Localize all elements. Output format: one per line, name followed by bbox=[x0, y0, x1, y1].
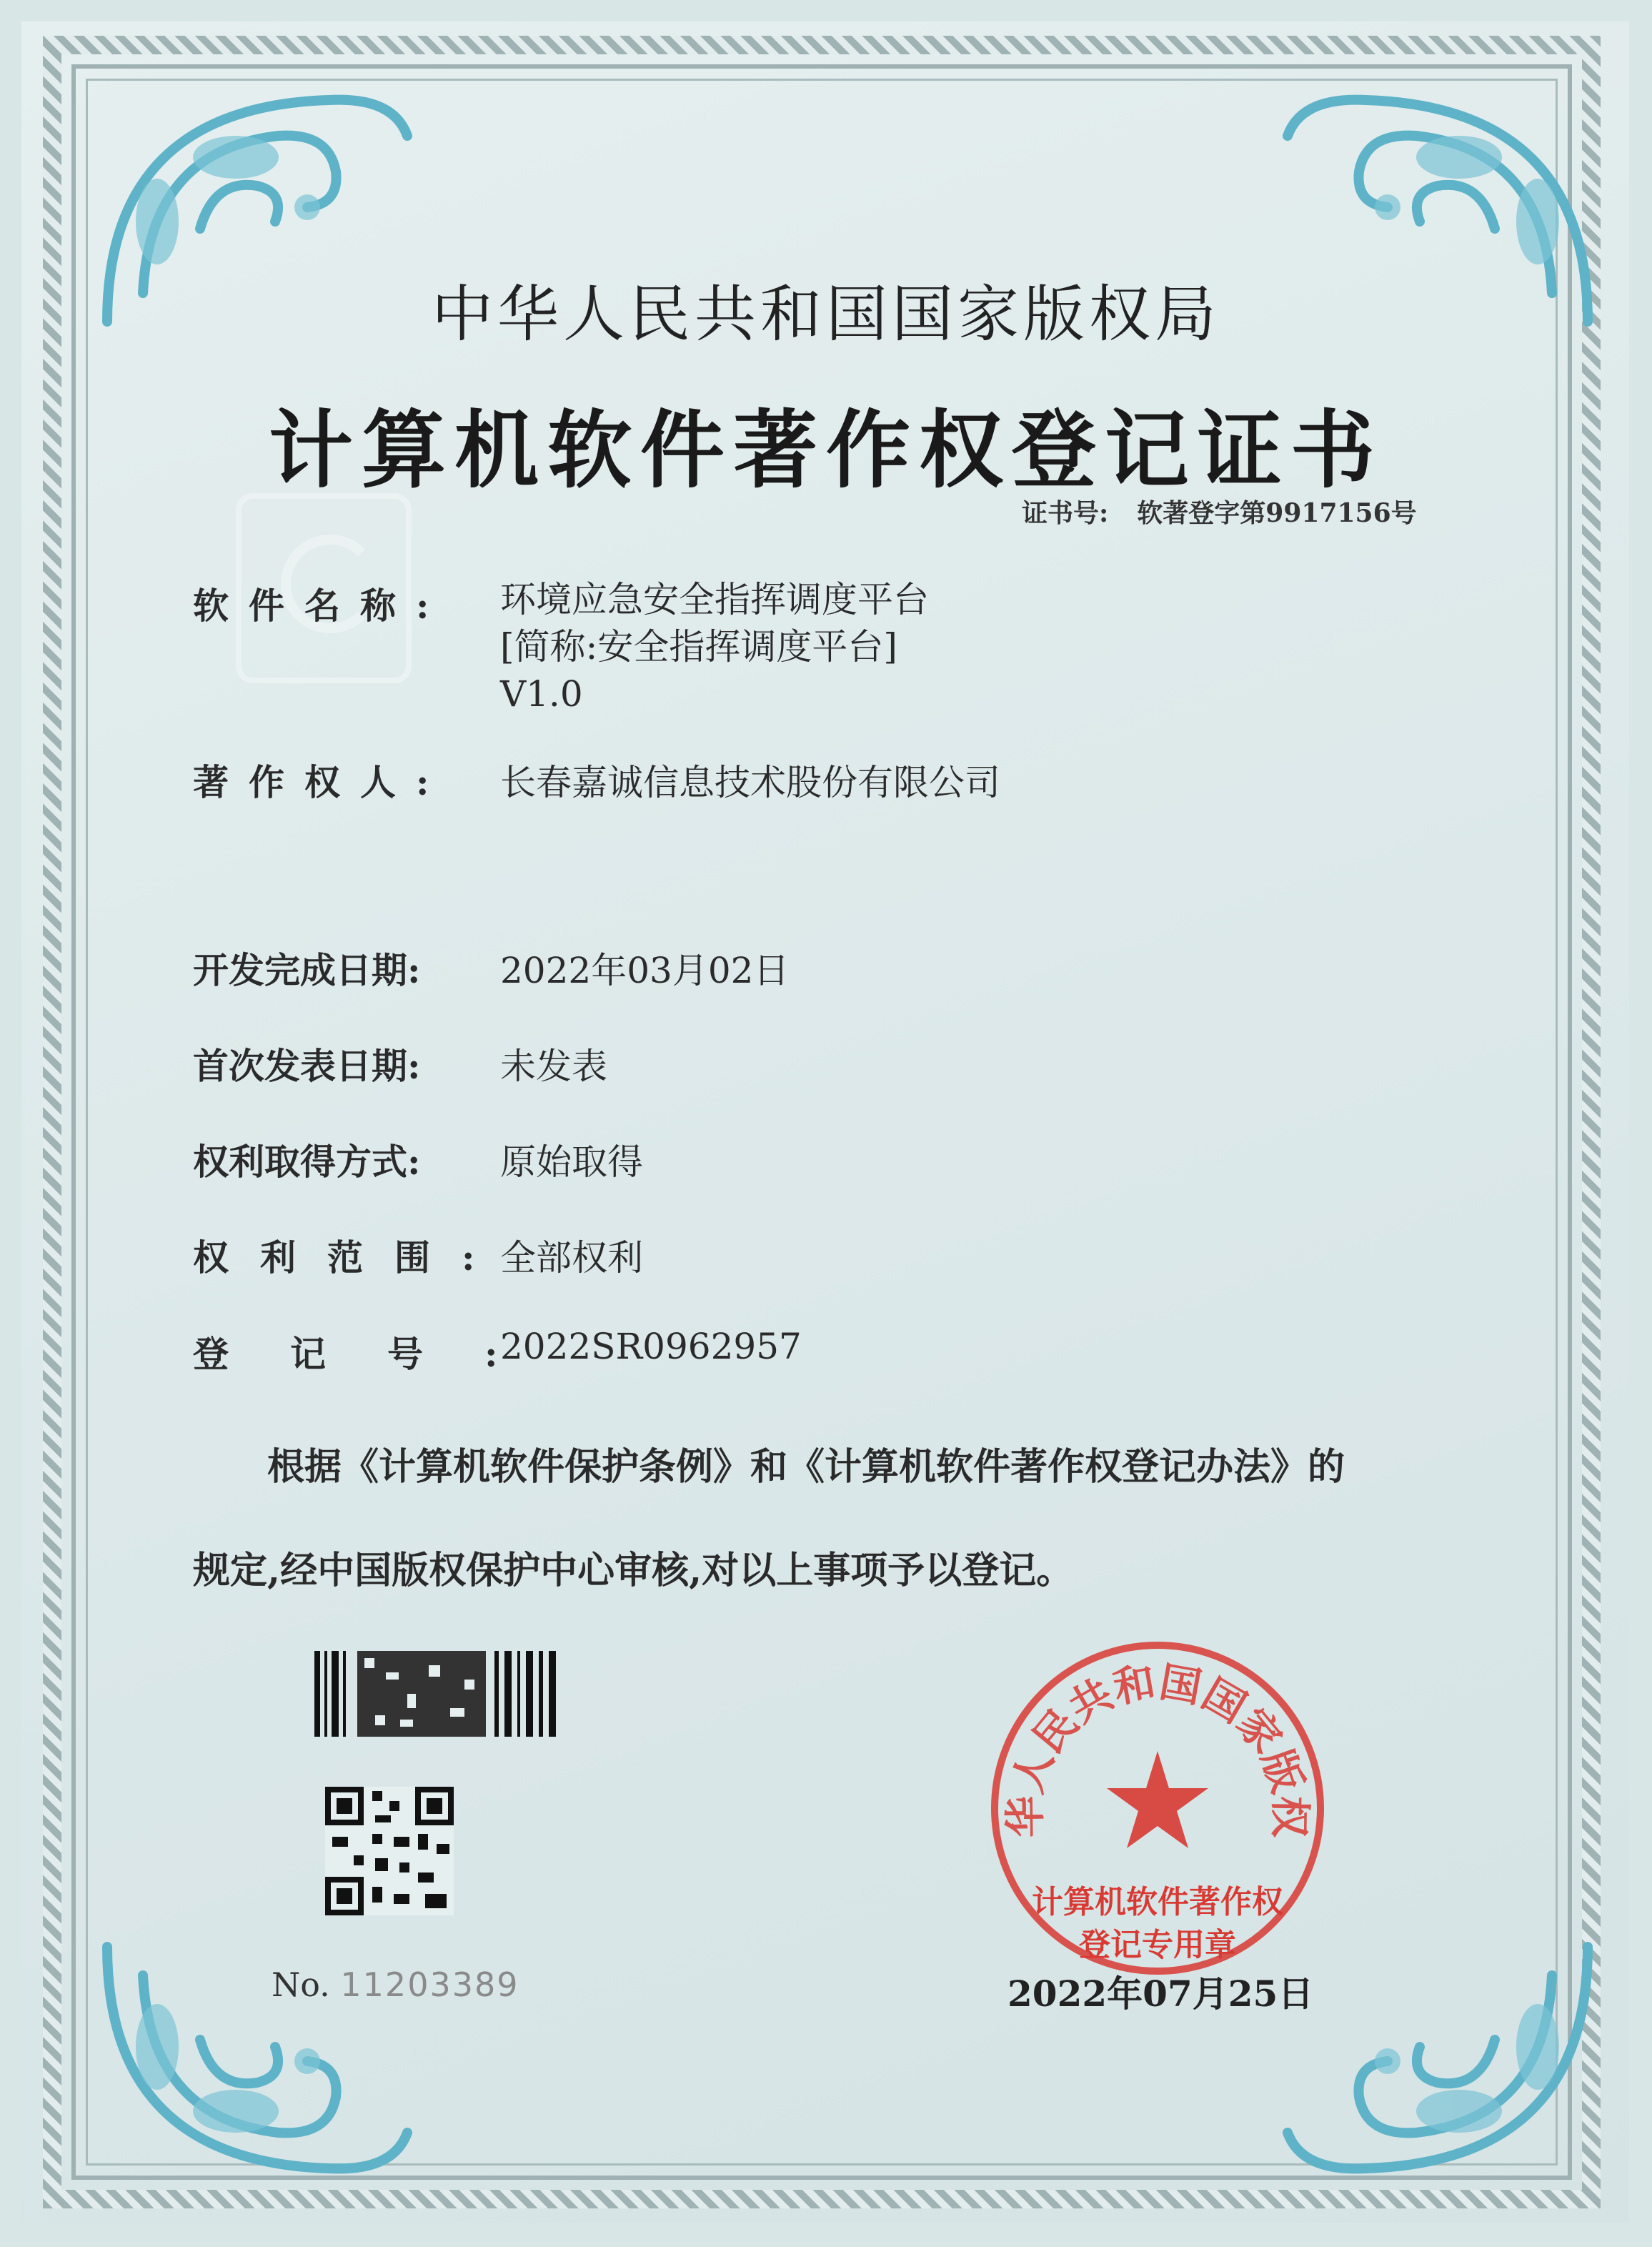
acquire-value: 原始取得 bbox=[500, 1141, 643, 1183]
software-name-row bbox=[193, 577, 929, 718]
software-name-label: 软件名称: bbox=[193, 585, 449, 627]
software-name-value: 环境应急安全指挥调度平台 bbox=[500, 579, 929, 620]
certificate-number bbox=[1022, 493, 1417, 530]
scope-row bbox=[193, 1229, 643, 1281]
qr-code bbox=[325, 1787, 454, 1915]
statement-line-1: 根据《计算机软件保护条例》和《计算机软件著作权登记办法》的 bbox=[267, 1445, 1345, 1489]
pub-date-row bbox=[193, 1038, 607, 1089]
reg-no-value: 2022SR0962957 bbox=[500, 1326, 802, 1367]
dev-date-value: 2022年03月02日 bbox=[500, 950, 790, 991]
scope-value: 全部权利 bbox=[500, 1237, 643, 1279]
seal-arc-text: 华人民共和国国家版权 bbox=[1000, 1657, 1315, 1838]
acquire-label: 权利取得方式: bbox=[193, 1141, 421, 1183]
software-version: V1.0 bbox=[500, 673, 583, 715]
reg-no-row bbox=[193, 1326, 802, 1377]
seal-line-1: 计算机软件著作权 bbox=[1032, 1884, 1283, 1920]
certificate-title: 计算机软件著作权登记证书 bbox=[268, 400, 1383, 500]
official-seal bbox=[979, 1630, 1336, 1987]
reg-no-label: 登记号: bbox=[193, 1333, 559, 1375]
issuer-heading: 中华人民共和国国家版权局 bbox=[432, 279, 1220, 350]
barcode bbox=[314, 1651, 557, 1737]
serial-number-value: 11203389 bbox=[340, 1965, 519, 2004]
certificate-number-value: 软著登字第9917156号 bbox=[1137, 498, 1417, 528]
certificate-number-label: 证书号: bbox=[1022, 498, 1109, 528]
issue-date: 2022年07月25日 bbox=[1007, 1973, 1314, 2015]
scope-label: 权利范围: bbox=[193, 1236, 507, 1279]
pub-date-value: 未发表 bbox=[500, 1046, 607, 1087]
pub-date-label: 首次发表日期: bbox=[193, 1045, 421, 1087]
owner-row bbox=[193, 754, 1000, 805]
acquire-row bbox=[193, 1134, 643, 1185]
serial-number bbox=[272, 1965, 519, 2004]
serial-number-label: No. bbox=[272, 1965, 330, 2004]
statement-line-2: 规定,经中国版权保护中心审核,对以上事项予以登记。 bbox=[193, 1549, 1074, 1592]
dev-date-row bbox=[193, 942, 790, 993]
dev-date-label: 开发完成日期: bbox=[193, 949, 421, 991]
owner-label: 著作权人: bbox=[193, 761, 449, 803]
seal-star-icon bbox=[1107, 1751, 1208, 1848]
owner-value: 长春嘉诚信息技术股份有限公司 bbox=[500, 762, 1000, 803]
seal-line-2: 登记专用章 bbox=[1079, 1927, 1236, 1963]
software-short-name: [简称:安全指挥调度平台] bbox=[500, 626, 897, 668]
